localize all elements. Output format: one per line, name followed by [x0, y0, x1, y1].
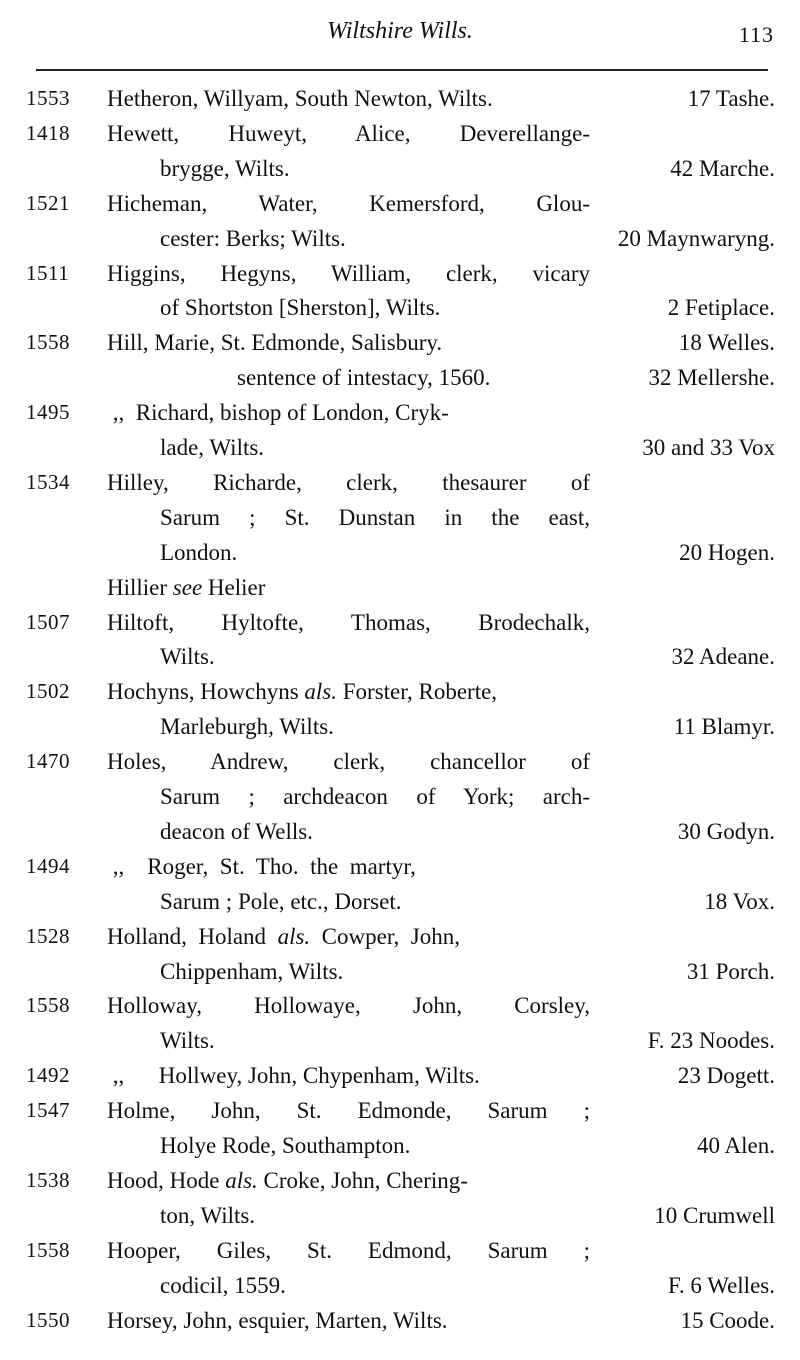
will-year: 1528 — [26, 923, 70, 948]
entry-text — [160, 709, 334, 744]
text-segment: Hewett, Huweyt, Alice, Deverellange- — [107, 120, 590, 146]
entry-text — [107, 465, 590, 500]
entry-text — [107, 116, 590, 151]
register-reference: 31 Porch. — [686, 958, 775, 984]
text-segment: Hillier — [107, 574, 173, 600]
index-line — [0, 151, 800, 186]
index-line — [0, 954, 800, 989]
entry-text — [160, 954, 343, 989]
register-reference: 23 Dogett. — [677, 1063, 775, 1089]
index-line — [0, 1163, 800, 1198]
text-segment: Cowper, John, — [310, 923, 461, 949]
text-segment: London. — [160, 539, 238, 565]
text-segment: ton, Wilts. — [160, 1202, 256, 1228]
entry-text — [107, 919, 460, 954]
will-year: 1534 — [26, 469, 70, 494]
register-reference: 18 Welles. — [678, 330, 775, 356]
entry-text — [107, 1303, 448, 1338]
entry-text — [160, 884, 401, 919]
entry-text — [160, 535, 237, 570]
text-segment: Hood, Hode — [107, 1167, 226, 1193]
text-segment: cester: Berks; Wilts. — [160, 225, 346, 251]
text-segment: Hetheron, Willyam, South Newton, Wilts. — [107, 86, 493, 111]
entry-text — [160, 151, 290, 186]
will-year: 1492 — [26, 1063, 70, 1088]
register-reference: 40 Alen. — [697, 1133, 775, 1158]
entry-text — [107, 81, 493, 116]
text-segment: sentence of intestacy, 1560. — [237, 365, 491, 391]
index-line — [0, 256, 800, 291]
index-line — [0, 465, 800, 500]
index-line — [0, 1023, 800, 1058]
text-segment: Marleburgh, Wilts. — [160, 714, 334, 740]
entry-text — [160, 779, 590, 814]
index-line — [0, 570, 800, 605]
text-segment: Holes, Andrew, clerk, chancellor of — [107, 749, 590, 775]
entry-text — [160, 1198, 255, 1233]
text-segment: Wilts. — [160, 644, 215, 670]
will-year: 1495 — [26, 400, 70, 425]
register-reference: 42 Marche. — [670, 155, 775, 181]
register-reference: 30 and 33 Vox — [642, 435, 775, 460]
will-year: 1547 — [26, 1098, 70, 1123]
register-reference: 20 Maynwaryng. — [617, 225, 775, 251]
index-line — [0, 1268, 800, 1303]
register-reference: 11 Blamyr. — [673, 714, 775, 740]
text-segment: Hochyns, Howchyns — [107, 679, 305, 705]
index-line — [0, 1093, 800, 1128]
entry-text — [160, 1268, 286, 1303]
index-line — [0, 814, 800, 849]
text-segment: Wilts. — [160, 1028, 215, 1054]
index-line — [0, 919, 800, 954]
register-reference: 30 Godyn. — [677, 818, 775, 844]
entry-text — [160, 221, 346, 256]
entry-text — [107, 1233, 590, 1268]
italic-term: als. — [304, 679, 337, 705]
text-segment: Sarum ; archdeacon of York; arch- — [160, 784, 590, 809]
will-year: 1558 — [26, 993, 70, 1018]
register-reference: 17 Tashe. — [687, 86, 775, 111]
will-year: 1558 — [26, 330, 70, 355]
entry-text — [107, 1163, 468, 1198]
index-line — [0, 116, 800, 151]
index-line — [0, 988, 800, 1023]
entry-text — [160, 1128, 410, 1163]
entry-text — [237, 360, 490, 395]
index-line — [0, 290, 800, 325]
index-line — [0, 674, 800, 709]
text-segment: Horsey, John, esquier, Marten, Wilts. — [107, 1307, 448, 1333]
text-segment: Holloway, Hollowaye, John, Corsley, — [107, 993, 590, 1019]
entry-text — [107, 325, 442, 360]
text-segment: Holme, John, St. Edmonde, Sarum ; — [107, 1098, 590, 1124]
register-reference: 10 Crumwell — [654, 1202, 775, 1228]
register-reference: F. 6 Welles. — [667, 1272, 775, 1298]
will-year: 1538 — [26, 1167, 70, 1192]
index-line — [0, 1303, 800, 1338]
entry-text — [160, 639, 215, 674]
entry-text — [107, 186, 590, 221]
text-segment: ,, Richard, bishop of London, Cryk- — [107, 400, 449, 426]
entry-text — [107, 605, 590, 640]
entry-text — [107, 1058, 480, 1093]
index-line — [0, 325, 800, 360]
will-year: 1558 — [26, 1237, 70, 1262]
text-segment: Croke, John, Chering- — [257, 1167, 468, 1193]
text-segment: Holland, Holand — [107, 923, 278, 949]
index-line — [0, 535, 800, 570]
register-reference: F. 23 Noodes. — [647, 1028, 775, 1054]
entry-text — [160, 814, 313, 849]
text-segment: Hiltoft, Hyltofte, Thomas, Brodechalk, — [107, 609, 590, 635]
text-segment: ,, Roger, St. Tho. the martyr, — [107, 853, 416, 879]
text-segment: lade, Wilts. — [160, 435, 265, 460]
register-reference: 15 Coode. — [680, 1307, 775, 1333]
text-segment: Sarum ; St. Dunstan in the east, — [160, 504, 590, 530]
entry-text — [107, 744, 590, 779]
italic-term: als. — [277, 923, 311, 949]
entry-text — [107, 674, 497, 709]
will-year: 1494 — [26, 853, 70, 878]
text-segment: Sarum ; Pole, etc., Dorset. — [160, 888, 402, 914]
text-segment: brygge, Wilts. — [160, 155, 290, 181]
will-year: 1521 — [26, 190, 70, 215]
entry-text — [107, 570, 265, 605]
text-segment: of Shortston [Sherston], Wilts. — [160, 295, 441, 321]
page-number: 113 — [738, 22, 774, 47]
index-line — [0, 884, 800, 919]
running-title: Wiltshire Wills. — [327, 18, 473, 44]
index-line — [0, 221, 800, 256]
index-line — [0, 1198, 800, 1233]
index-line — [0, 430, 800, 465]
will-year: 1502 — [26, 679, 70, 704]
entry-text — [160, 500, 590, 535]
entry-text — [160, 290, 440, 325]
text-segment: codicil, 1559. — [160, 1272, 286, 1298]
index-line — [0, 709, 800, 744]
will-year: 1553 — [26, 86, 70, 110]
index-line — [0, 360, 800, 395]
text-segment: Chippenham, Wilts. — [160, 958, 344, 984]
index-line — [0, 81, 800, 116]
entry-text — [107, 849, 416, 884]
index-line — [0, 186, 800, 221]
will-year: 1511 — [26, 260, 70, 285]
index-line — [0, 1128, 800, 1163]
register-reference: 32 Adeane. — [671, 644, 775, 670]
index-line — [0, 1233, 800, 1268]
entry-text — [160, 1023, 215, 1058]
index-line — [0, 639, 800, 674]
text-segment: Hill, Marie, St. Edmonde, Salisbury. — [107, 330, 443, 356]
index-line — [0, 395, 800, 430]
text-segment: Hilley, Richarde, clerk, thesaurer of — [107, 469, 590, 495]
entry-text — [107, 1093, 590, 1128]
entry-text — [107, 395, 449, 430]
italic-term: see — [172, 574, 203, 600]
will-year: 1507 — [26, 609, 70, 634]
register-reference: 18 Vox. — [704, 888, 775, 914]
index-line — [0, 605, 800, 640]
text-segment: Holye Rode, Southampton. — [160, 1133, 411, 1158]
register-reference: 32 Mellershe. — [648, 365, 775, 391]
index-line — [0, 779, 800, 814]
index-line — [0, 744, 800, 779]
register-reference: 2 Fetiplace. — [667, 295, 775, 321]
italic-term: als. — [225, 1167, 258, 1193]
will-year: 1550 — [26, 1307, 70, 1332]
text-segment: Higgins, Hegyns, William, clerk, vicary — [107, 260, 590, 286]
index-line — [0, 500, 800, 535]
entry-text — [107, 988, 590, 1023]
register-reference: 20 Hogen. — [679, 539, 775, 565]
text-segment: ,, Hollwey, John, Chypenham, Wilts. — [107, 1063, 480, 1089]
will-year: 1470 — [26, 749, 70, 774]
entry-text — [160, 430, 264, 465]
text-segment: Forster, Roberte, — [337, 679, 498, 705]
index-line — [0, 1058, 800, 1093]
text-segment: deacon of Wells. — [160, 818, 313, 844]
text-segment: Helier — [202, 574, 266, 600]
index-line — [0, 849, 800, 884]
entry-text — [107, 256, 590, 291]
text-segment: Hooper, Giles, St. Edmond, Sarum ; — [107, 1237, 590, 1263]
text-segment: Hicheman, Water, Kemersford, Glou- — [107, 190, 590, 216]
will-year: 1418 — [26, 120, 70, 145]
header-rule — [36, 69, 768, 71]
